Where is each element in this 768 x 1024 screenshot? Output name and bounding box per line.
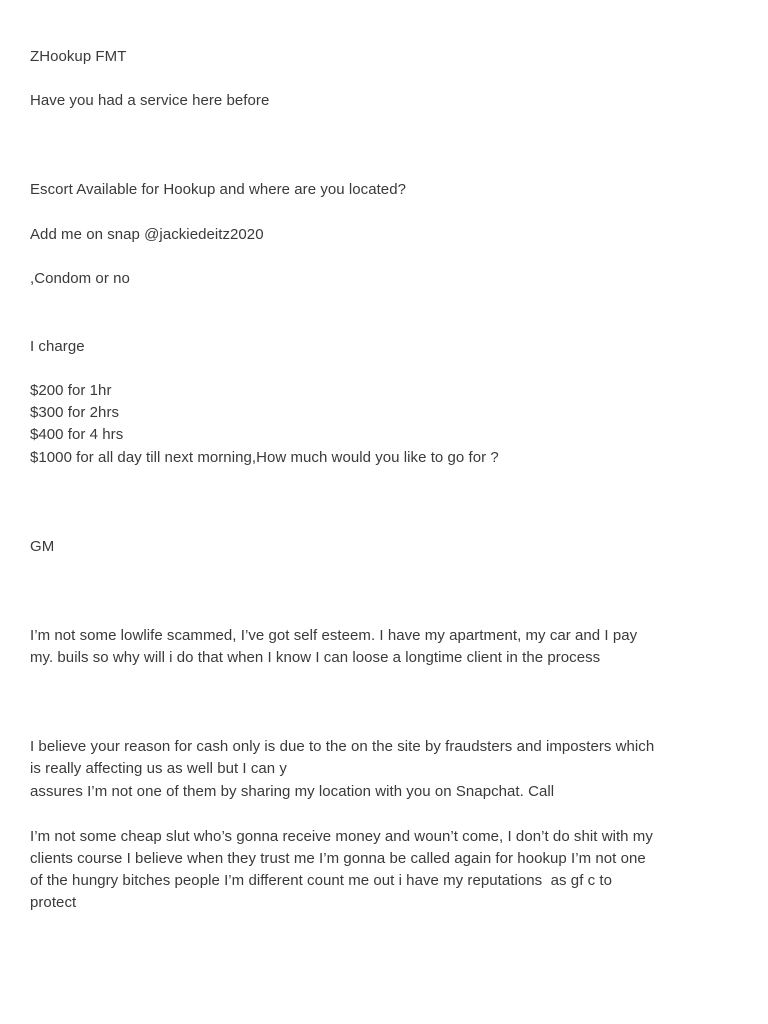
- paragraph-3-line: protect: [30, 894, 77, 911]
- paragraph-1-line: my. buils so why will i do that when I know I can loose a longtime client in the process: [30, 649, 601, 666]
- rate-line: $1000 for all day till next morning,How much would you like to go for ?: [30, 449, 499, 466]
- greeting-gm: GM: [30, 538, 55, 555]
- question-location: Escort Available for Hookup and where are you located?: [30, 181, 406, 198]
- condom-question: ,Condom or no: [30, 270, 130, 287]
- question-service: Have you had a service here before: [30, 92, 270, 109]
- rate-line: $200 for 1hr: [30, 382, 112, 399]
- paragraph-3-line: clients course I believe when they trust me I’m gonna be called again for hookup I’m not one: [30, 850, 646, 867]
- paragraph-3-line: I’m not some cheap slut who’s gonna receive money and woun’t come, I don’t do shit with my: [30, 828, 653, 845]
- paragraph-3-line: of the hungry bitches people I’m different count me out i have my reputations as gf c to: [30, 872, 613, 889]
- snap-handle-line: Add me on snap @jackiedeitz2020: [30, 226, 264, 243]
- note-body: [30, 0, 742, 1024]
- paragraph-2-line: I believe your reason for cash only is due to the on the site by fraudsters and imposters which: [30, 738, 655, 755]
- paragraph-2-line: is really affecting us as well but I can y: [30, 760, 287, 777]
- rate-line: $300 for 2hrs: [30, 404, 120, 421]
- charge-intro: I charge: [30, 338, 85, 355]
- paragraph-2-line: assures I’m not one of them by sharing my location with you on Snapchat. Call: [30, 783, 555, 800]
- rate-line: $400 for 4 hrs: [30, 426, 124, 443]
- note-title: ZHookup FMT: [30, 48, 127, 65]
- paragraph-1-line: I’m not some lowlife scammed, I’ve got self esteem. I have my apartment, my car and I pay: [30, 627, 638, 644]
